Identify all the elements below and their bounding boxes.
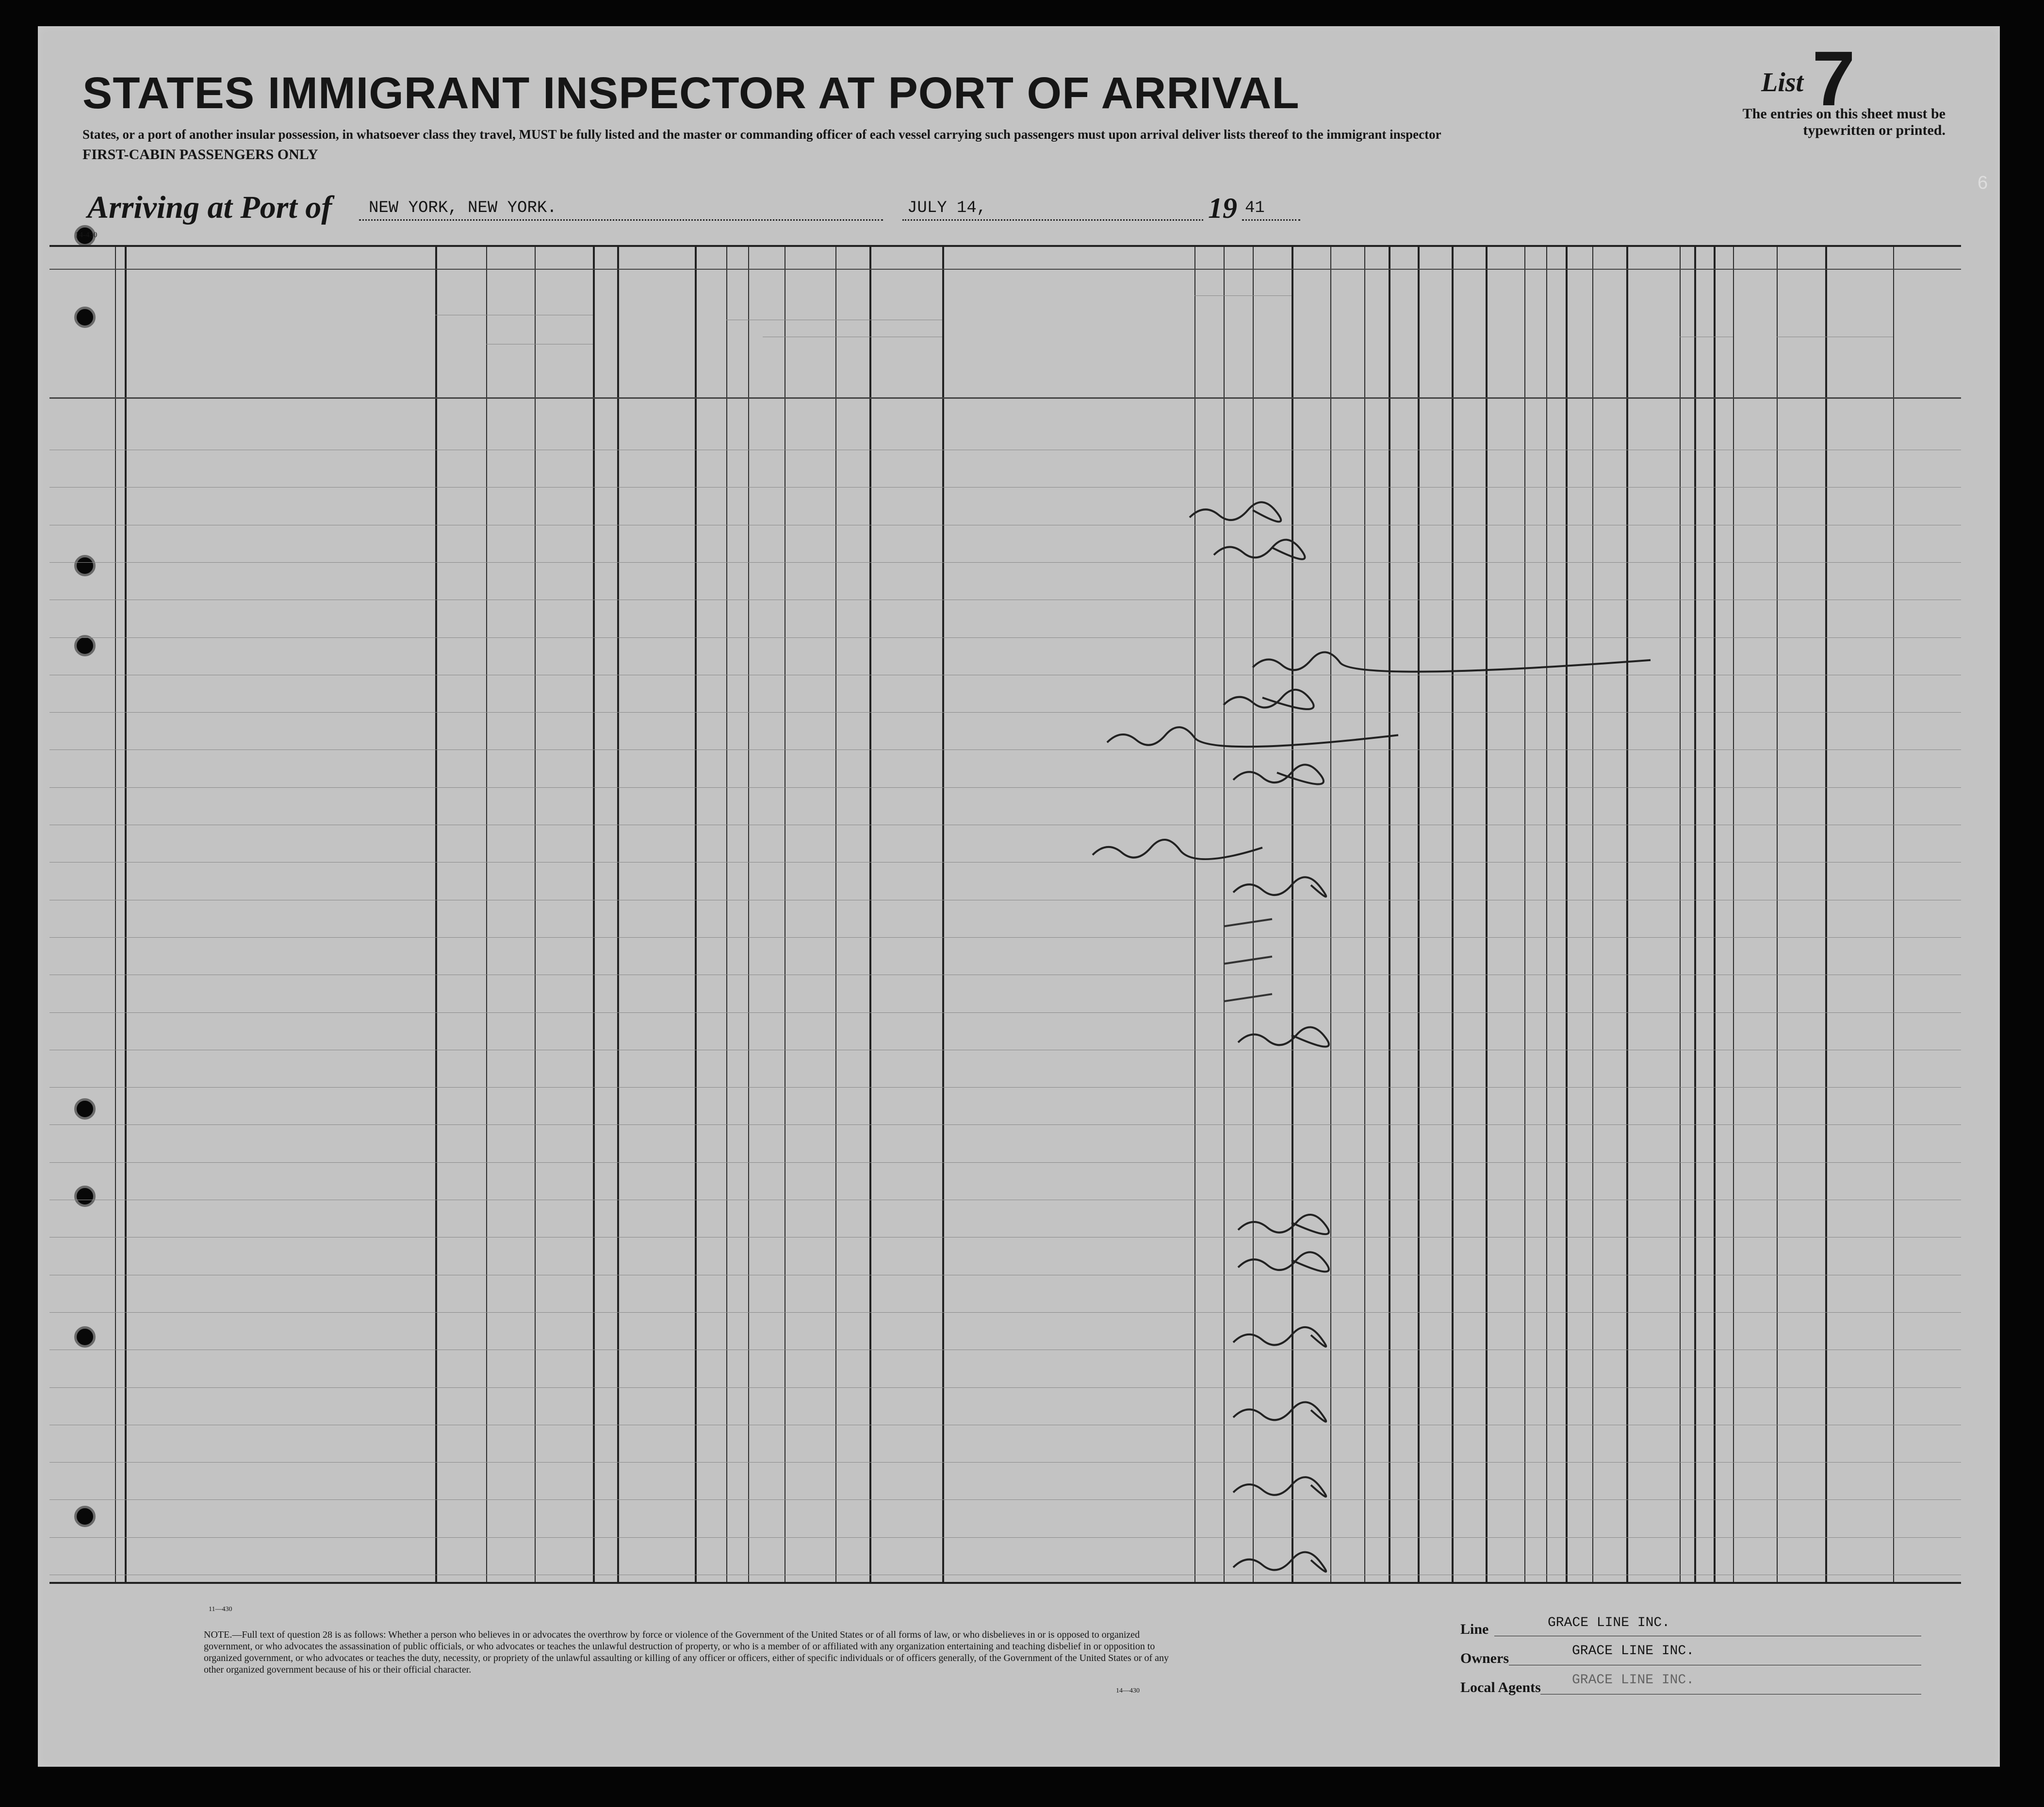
handwritten-stroke: [1224, 994, 1272, 1001]
handwritten-stroke: [1107, 727, 1398, 747]
handwritten-stroke: [1253, 652, 1651, 671]
handwritten-stroke: [1233, 1477, 1326, 1497]
line-label: Line: [1460, 1621, 1489, 1637]
owners-label: Owners: [1460, 1650, 1509, 1666]
handwritten-stroke: [1214, 540, 1305, 559]
intro-line-2: FIRST-CABIN PASSENGERS ONLY: [82, 147, 318, 163]
handwritten-stroke: [1233, 1402, 1326, 1421]
handwritten-stroke: [1233, 1552, 1326, 1572]
agents-label: Local Agents: [1460, 1679, 1541, 1695]
handwritten-stroke: [1224, 690, 1314, 709]
owners-value: GRACE LINE INC.: [1572, 1644, 1695, 1659]
handwritten-stroke: [1238, 1252, 1329, 1271]
handwritten-marks: [49, 247, 1961, 1582]
form-number-right: 14—430: [1116, 1687, 1140, 1694]
list-number: 7: [1812, 35, 1855, 122]
intro-line-1: States, or a port of another insular possession, in whatsoever class they travel, MUST be fully listed and the master or commanding officer of each vessel carrying such passengers must upon arrival deliver lists thereof to the immigrant inspector: [82, 127, 1441, 142]
footnote-question-28: NOTE.—Full text of question 28 is as follows: Whether a person who believes in or advocates the overthrow by force or violence of the Government of the United States or of all forms of law, or who disbelieves in or is opposed to organized government, or who advocates the assassination of public officials, or who advocates or teaches the unlawful destruction of property, or who is a member of or affiliated with any organization entertaining and teaching disbelief in or opposition to organized government, or who advocates or teaches the duty, necessity, or propriety of the unlawful assaulting or killing of any officer or officers, either of specific individuals or of officers generally, of the Government of the United States or of any other organized government because of his or their official character.: [204, 1629, 1169, 1675]
manifest-table: [49, 245, 1961, 1584]
form-number-bottom: 11—430: [209, 1606, 232, 1613]
year-prefix: 19: [1208, 192, 1237, 224]
page-number: 6: [1978, 173, 1988, 193]
form-number: 14-430: [75, 231, 98, 239]
handwritten-stroke: [1190, 502, 1281, 521]
agents-value: GRACE LINE INC.: [1572, 1673, 1695, 1688]
handwritten-stroke: [1224, 919, 1272, 927]
handwritten-stroke: [1238, 1215, 1329, 1234]
handwritten-stroke: [1238, 1027, 1329, 1046]
handwritten-stroke: [1224, 957, 1272, 964]
handwritten-stroke: [1233, 1327, 1326, 1347]
year-suffix: 41: [1245, 199, 1265, 217]
arriving-label: Arriving at Port of: [87, 190, 332, 225]
entries-note: The entries on this sheet must be typewritten or printed.: [1742, 106, 1946, 138]
arrival-date: JULY 14,: [907, 199, 987, 217]
form-title: STATES IMMIGRANT INSPECTOR AT PORT OF ARRIVAL: [82, 68, 1300, 118]
handwritten-stroke: [1233, 877, 1326, 896]
handwritten-stroke: [1093, 840, 1262, 859]
port-of-arrival: NEW YORK, NEW YORK.: [369, 199, 557, 217]
line-value: GRACE LINE INC.: [1548, 1615, 1670, 1630]
list-label: List: [1761, 67, 1804, 98]
handwritten-stroke: [1233, 765, 1324, 784]
